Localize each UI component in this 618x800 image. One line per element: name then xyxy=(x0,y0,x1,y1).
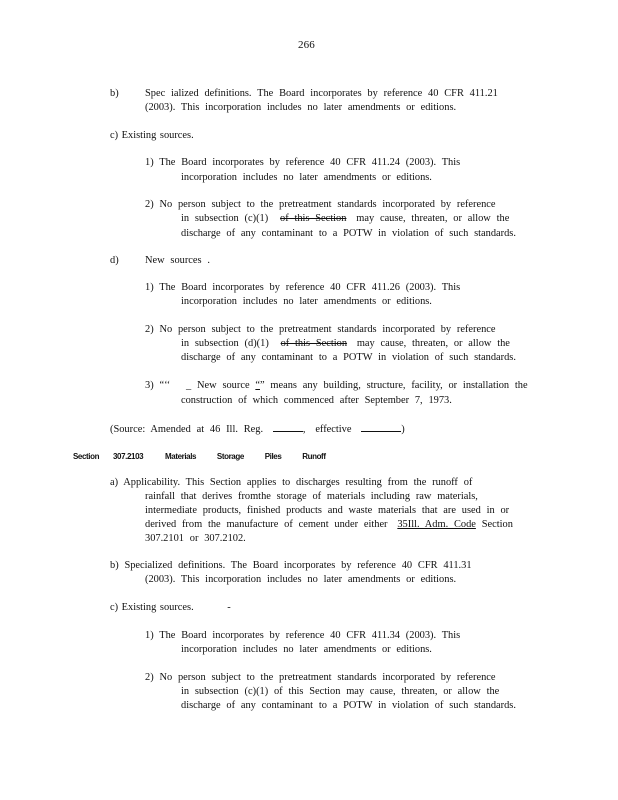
a-line-3: intermediate products, finished products and waste materials that are used in or xyxy=(145,505,510,516)
c2-item-2-line-2: in subsection (c)(1) of this Section may cause, threaten, or allow the xyxy=(181,686,500,697)
b2-line-1: b) Specialized definitions. The Board incorporates by reference 40 CFR 411.31 xyxy=(110,560,472,571)
c2-item-1-line-2: incorporation includes no later amendments or editions. xyxy=(181,644,432,655)
c2-label-text: c) Existing sources. xyxy=(110,602,194,613)
subsection-b-label: b) xyxy=(110,88,119,99)
source-close: ) xyxy=(401,424,405,435)
a-line-2: rainfall that derives fromthe storage of materials including raw materials, xyxy=(145,491,478,502)
d-item-1-line-1: 1) The Board incorporates by reference 40 CFR 411.26 (2003). This xyxy=(145,282,461,293)
section-label: Section xyxy=(73,452,100,461)
subsection-d-label: d) xyxy=(110,255,119,266)
c2-dash: - xyxy=(227,602,231,613)
c-item-2-text-a: in subsection (c)(1) xyxy=(181,213,269,224)
a-line-1: a) Applicability. This Section applies to discharges resulting from the runoff of xyxy=(110,477,473,488)
d-item-1-line-2: incorporation includes no later amendments or editions. xyxy=(181,296,432,307)
d-item-2-text-a: in subsection (d)(1) xyxy=(181,338,269,349)
subsection-c-label: c) Existing sources. xyxy=(110,130,194,141)
source-comma: , xyxy=(302,424,306,435)
c-item-2-text-b: may cause, threaten, or allow the xyxy=(356,213,510,224)
c2-label xyxy=(110,602,231,614)
d-item-3-text-a: _ New source xyxy=(186,380,250,391)
c-item-1-line-2: incorporation includes no later amendments or editions. xyxy=(181,172,432,183)
struck-text: of this Section xyxy=(280,213,347,224)
source-effective: effective xyxy=(315,424,352,435)
a-line-4-tail: Section xyxy=(481,519,513,530)
c-item-1-line-1: 1) The Board incorporates by reference 40 CFR 411.24 (2003). This xyxy=(145,157,461,168)
source-note xyxy=(110,422,405,436)
page-number: 266 xyxy=(298,39,315,51)
c-item-2-line-3: discharge of any contaminant to a POTW in violation of such standards. xyxy=(181,228,516,239)
citation-link[interactable]: 35Ill. Adm. Code xyxy=(397,519,476,530)
c2-item-2-line-3: discharge of any contaminant to a POTW in violation of such standards. xyxy=(181,700,516,711)
c2-item-1-line-1: 1) The Board incorporates by reference 40 CFR 411.34 (2003). This xyxy=(145,630,461,641)
d-item-3-number: 3) “‘‘ xyxy=(145,380,171,391)
subsection-b-line-1: Spec ialized definitions. The Board incorporates by reference 40 CFR 411.21 xyxy=(145,88,498,99)
d-item-2-line-1: 2) No person subject to the pretreatment standards incorporated by reference xyxy=(145,324,496,335)
subsection-b-line-2: (2003). This incorporation includes no later amendments or editions. xyxy=(145,102,457,113)
d-item-3-line-2: construction of which commenced after September 7, 1973. xyxy=(181,395,452,406)
d-item-2-line-2 xyxy=(181,338,510,350)
section-number: 307.2103 xyxy=(113,452,144,461)
blank-line xyxy=(273,422,303,432)
a-line-5: 307.2101 or 307.2102. xyxy=(145,533,246,544)
subsection-d-title: New sources . xyxy=(145,255,210,266)
section-title: Materials Storage Piles Runoff xyxy=(165,452,326,461)
d-item-3-text-b: ” means any building, structure, facility, or installation the xyxy=(260,380,528,391)
source-prefix: (Source: Amended at 46 Ill. Reg. xyxy=(110,424,264,435)
b2-line-2: (2003). This incorporation includes no later amendments or editions. xyxy=(145,574,457,585)
d-item-2-line-3: discharge of any contaminant to a POTW in violation of such standards. xyxy=(181,352,516,363)
struck-text: of this Section xyxy=(280,338,348,349)
d-item-3-line-1 xyxy=(145,380,528,392)
c2-item-2-line-1: 2) No person subject to the pretreatment standards incorporated by reference xyxy=(145,672,496,683)
a-line-4-text: derived from the manufacture of cement under either xyxy=(145,519,388,530)
underlined-quote: “ xyxy=(255,380,260,391)
d-item-2-text-b: may cause, threaten, or allow the xyxy=(356,338,510,349)
blank-line xyxy=(361,422,401,432)
c-item-2-line-1: 2) No person subject to the pretreatment standards incorporated by reference xyxy=(145,199,496,210)
c-item-2-line-2 xyxy=(181,213,509,225)
a-line-4 xyxy=(145,519,513,531)
